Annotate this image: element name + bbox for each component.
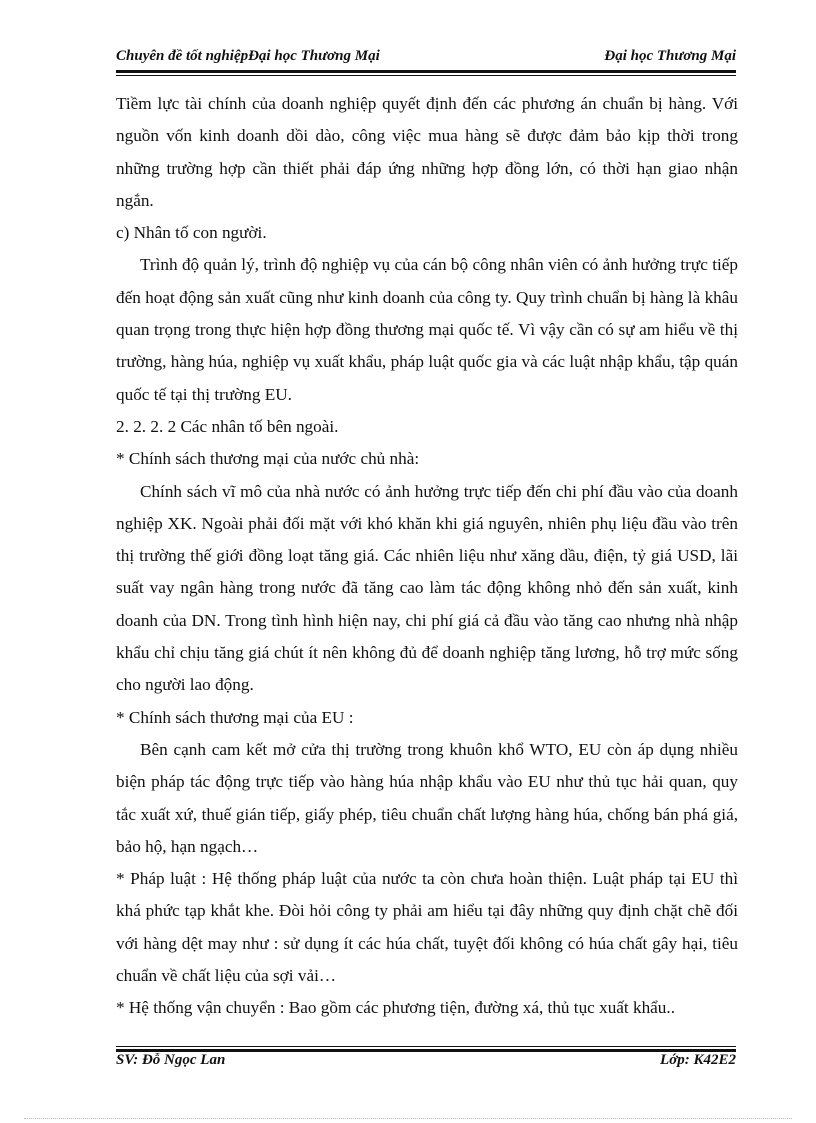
header-document-title: Chuyên đề tốt nghiệpĐại học Thương Mại xyxy=(116,48,380,64)
paragraph-legal-system: * Pháp luật : Hệ thống pháp luật của nước ta còn chưa hoàn thiện. Luật pháp tại EU thì khá phức tạp khắt khe. Đòi hỏi công ty phải am hiểu tại đây những quy định chặt chẽ đối với hàng dệt may như : sử dụng ít các húa chất, tuyệt đối không có húa chất gây hại, tiêu chuẩn về chất liệu của sợi vải… xyxy=(116,869,738,986)
footer-rule-thin xyxy=(116,1046,736,1047)
header-rule-thick xyxy=(116,70,736,73)
page-bottom-dotted-border xyxy=(24,1118,792,1119)
paragraph-transport-system: * Hệ thống vận chuyển : Bao gồm các phương tiện, đường xá, thủ tục xuất khẩu.. xyxy=(116,998,675,1018)
paragraph-human-factor: Trình độ quản lý, trình độ nghiệp vụ của cán bộ công nhân viên có ảnh hưởng trực tiếp đến hoạt động sản xuất cũng như kinh doanh của công ty. Quy trình chuẩn bị hàng là khâu quan trọng trong thực hiện hợp đồng thương mại quốc tế. Vì vậy cần có sự am hiểu về thị trường, hàng húa, nghiệp vụ xuất khẩu, pháp luật quốc gia và các luật nhập khẩu, tập quán quốc tế tại thị trường EU. xyxy=(116,255,738,404)
section-heading-external-factors: 2. 2. 2. 2 Các nhân tố bên ngoài. xyxy=(116,416,339,436)
subheading-human-factor: c) Nhân tố con người. xyxy=(116,223,267,243)
footer-class-code: Lớp: K42E2 xyxy=(660,1052,736,1068)
page-body xyxy=(116,88,738,1025)
header-rule-thin xyxy=(116,75,736,76)
paragraph-home-trade-policy: Chính sách vĩ mô của nhà nước có ảnh hưởng trực tiếp đến chi phí đầu vào của doanh nghiệp XK. Ngoài phải đối mặt với khó khăn khi giá nguyên, nhiên phụ liệu đầu vào trên thị trường thế giới đồng loạt tăng giá. Các nhiên liệu như xăng dầu, điện, tỷ giá USD, lãi suất vay ngân hàng trong nước đã tăng cao làm tác động không nhỏ đến sản xuất, kinh doanh của DN. Trong tình hình hiện nay, chi phí giá cả đầu vào tăng cao nhưng nhà nhập khẩu chỉ chịu tăng giá chút ít nên không đủ để doanh nghiệp tăng lương, hỗ trợ mức sống cho người lao động. xyxy=(116,481,738,695)
paragraph-eu-trade-policy: Bên cạnh cam kết mở cửa thị trường trong khuôn khổ WTO, EU còn áp dụng nhiều biện pháp tác động trực tiếp vào hàng húa nhập khẩu vào EU như thủ tục hải quan, quy tắc xuất xứ, thuế gián tiếp, giấy phép, tiêu chuẩn chất lượng hàng húa, chống bán phá giá, bảo hộ, hạn ngạch… xyxy=(116,739,738,856)
page-footer xyxy=(116,1052,736,1072)
paragraph-financial-capacity: Tiềm lực tài chính của doanh nghiệp quyết định đến các phương án chuẩn bị hàng. Với nguồn vốn kinh doanh dồi dào, công việc mua hàng sẽ được đảm bảo kịp thời trong những trường hợp cần thiết phải đáp ứng những hợp đồng lớn, có thời hạn giao nhận ngắn. xyxy=(116,94,738,210)
page-header xyxy=(116,48,736,68)
footer-student-name: SV: Đỗ Ngọc Lan xyxy=(116,1052,226,1068)
subheading-eu-trade-policy: * Chính sách thương mại của EU : xyxy=(116,707,354,727)
header-university-name: Đại học Thương Mại xyxy=(604,48,736,64)
subheading-home-trade-policy: * Chính sách thương mại của nước chủ nhà: xyxy=(116,449,420,469)
